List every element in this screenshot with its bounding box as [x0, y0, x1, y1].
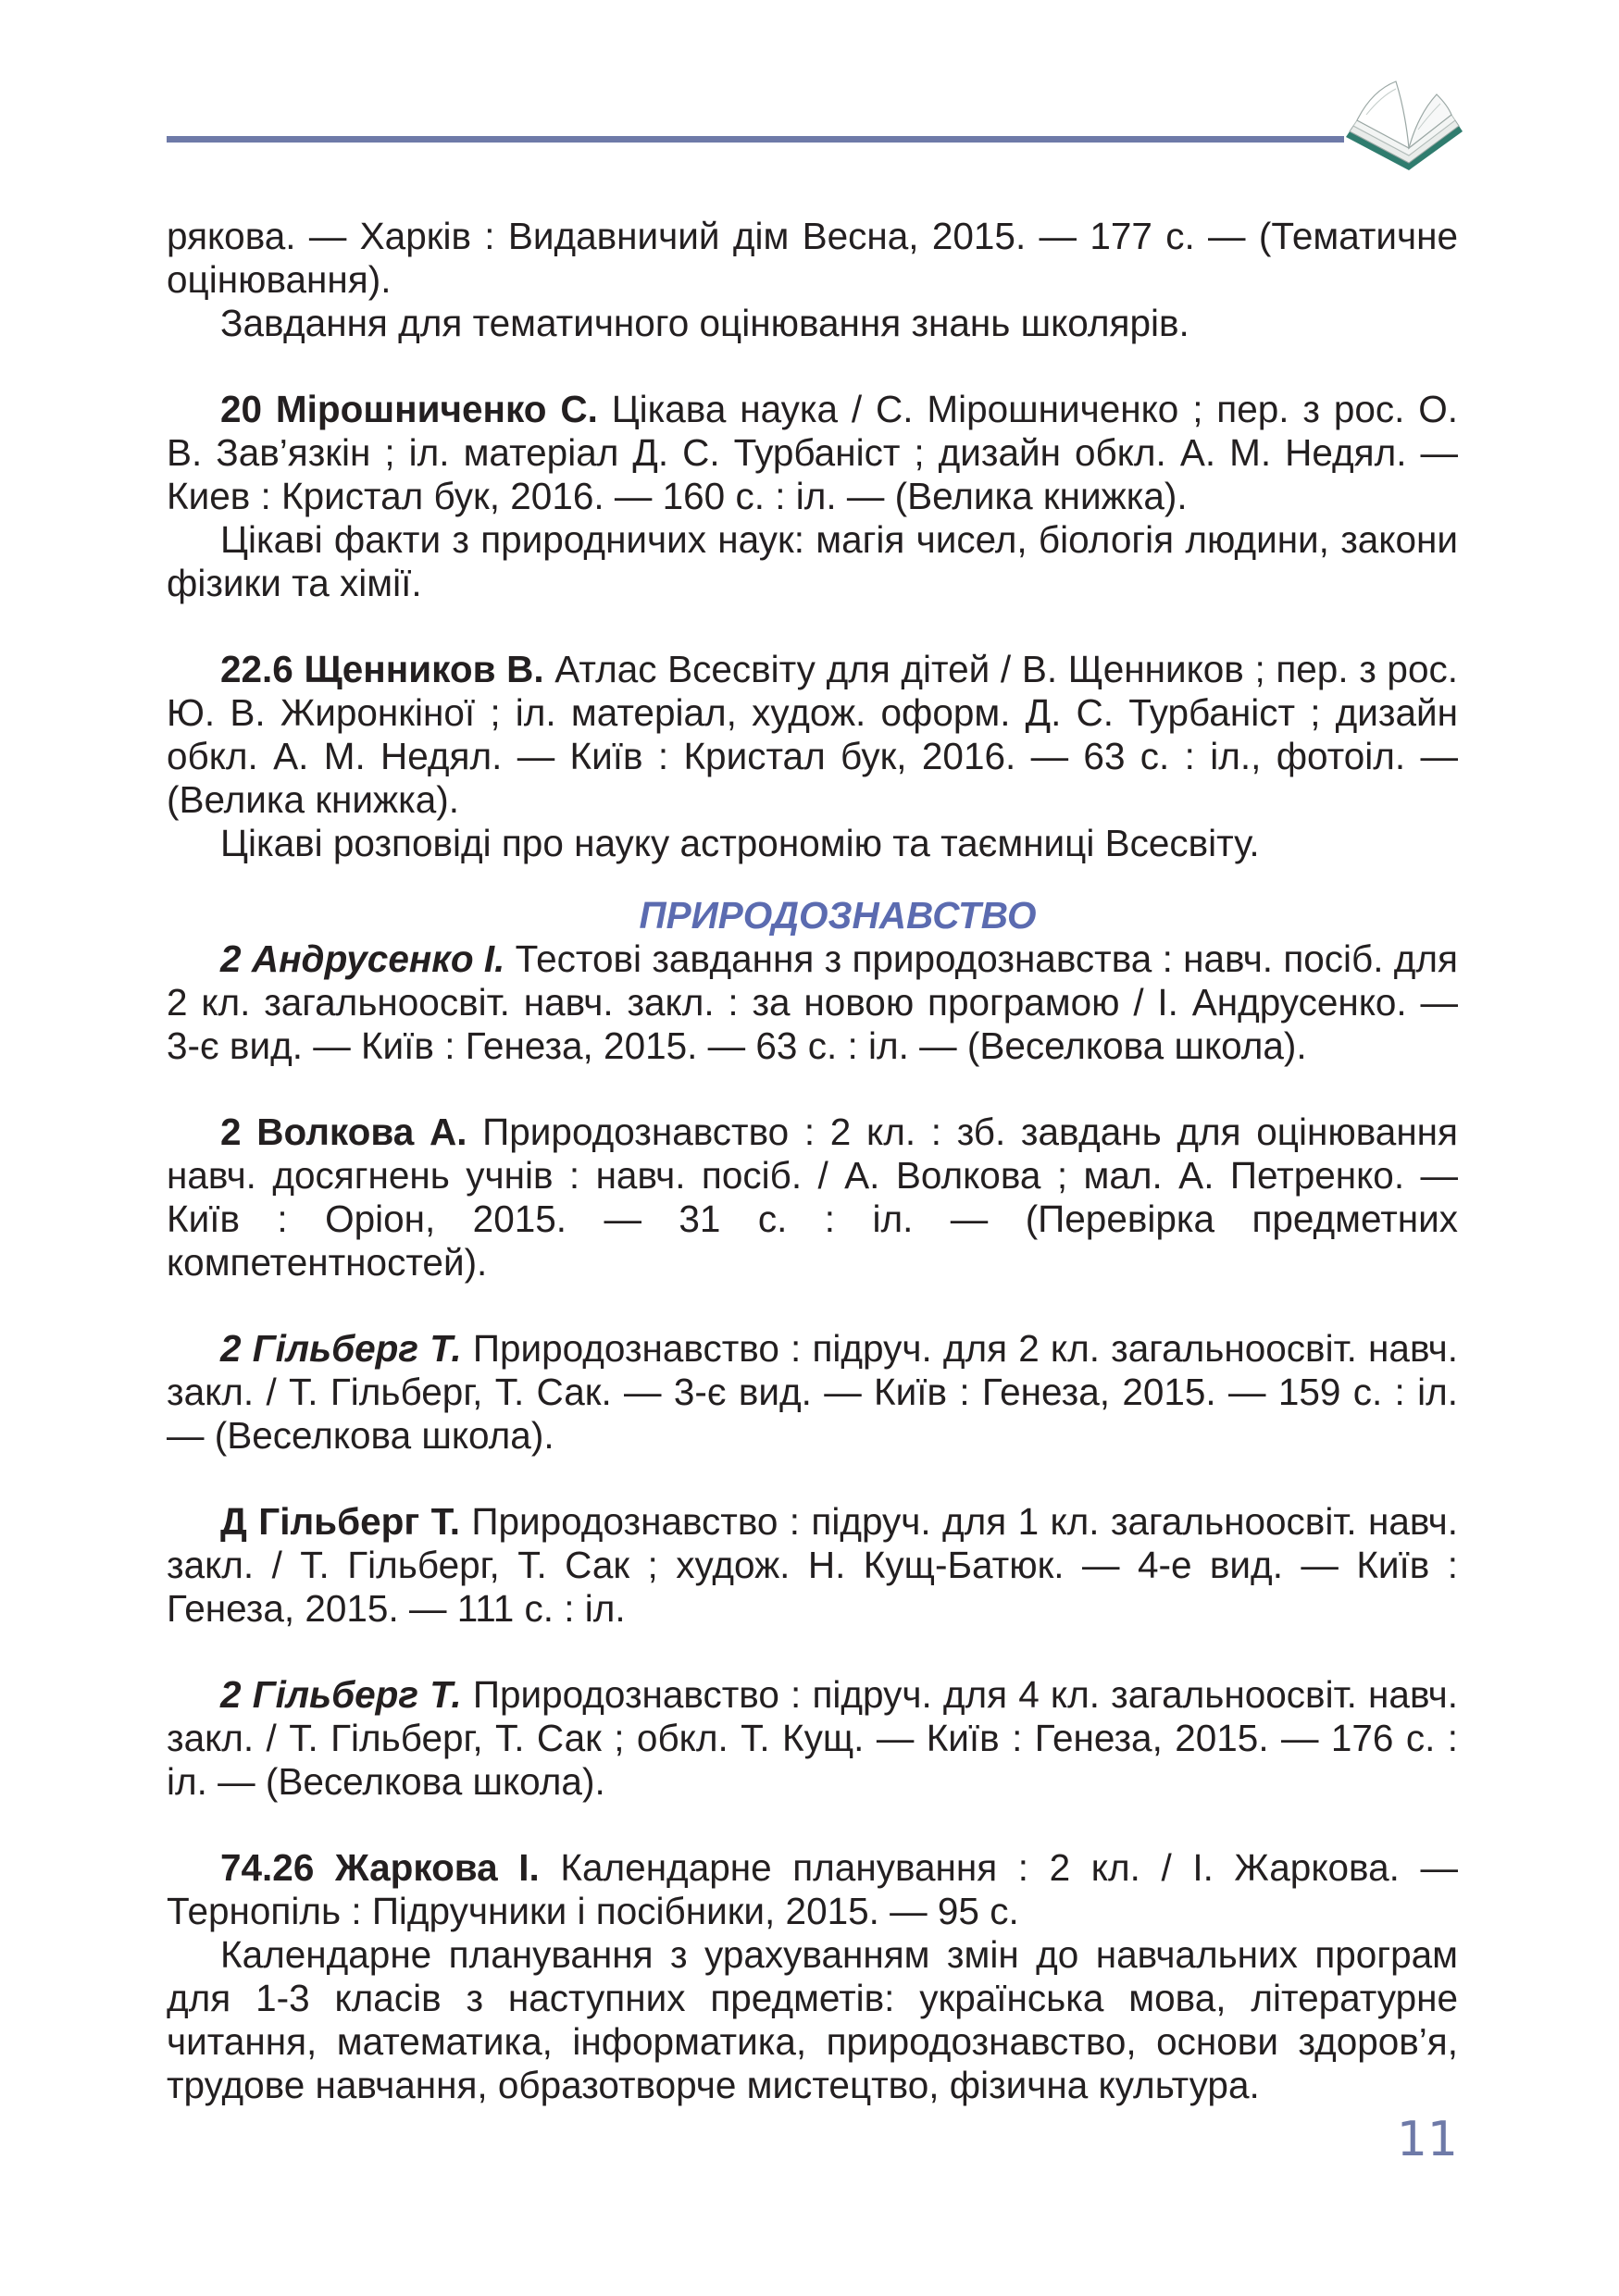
class-code: Д [220, 1500, 247, 1543]
entry-author: Андрусенко І. [251, 937, 505, 980]
class-code: 20 [220, 388, 263, 430]
bib-entry [167, 1500, 1458, 1631]
class-code: 22.6 [220, 648, 293, 690]
bib-description: Календарне планування : 2 кл. / І. Жаркова. — Тернопіль : Підручники і посібники, 2015. — 95 с. [167, 1846, 1458, 1932]
bib-description: рякова. — Харків : Видавничий дім Весна, 2015. — 177 с. — (Тематичне оцінювання). [167, 215, 1458, 301]
bib-description: Тестові завдання з природознавства : навч. посіб. для 2 кл. загальноосвіт. навч. закл. : за новою програмою / І. Андрусенко. — 3-є вид. — Київ : Генеза, 2015. — 63 с. : іл. — (Веселкова школа). [167, 937, 1458, 1067]
bib-description: Природознавство : підруч. для 1 кл. загальноосвіт. навч. закл. / Т. Гільберг, Т. Сак ; худож. Н. Кущ-Батюк. — 4-е вид. — Київ : Генеза, 2015. — 111 с. : іл. [167, 1500, 1458, 1630]
class-code: 2 [220, 1673, 242, 1716]
class-code: 2 [220, 1327, 242, 1370]
section-heading: ПРИРОДОЗНАВСТВО [639, 894, 1037, 937]
bib-entry [167, 937, 1458, 1068]
class-code: 74.26 [220, 1846, 315, 1889]
entry-author: Гільберг Т. [258, 1500, 461, 1543]
class-code: 2 [220, 1111, 242, 1153]
page-number: 11 [1396, 2112, 1458, 2167]
entry-author: Волкова А. [256, 1111, 467, 1153]
bib-description: Атлас Всесвіту для дітей / В. Щенников ; пер. з рос. Ю. В. Жиронкіної ; іл. матеріал, худож. оформ. Д. С. Турбаніст ; дизайн обкл. А. М. Недял. — Київ : Кристал бук, 2016. — 63 с. : іл., фотоіл. — (Велика книжка). [167, 648, 1458, 821]
bib-entry [167, 1327, 1458, 1458]
entry-author: Гільберг Т. [252, 1673, 462, 1716]
bib-description: Природознавство : підруч. для 4 кл. загальноосвіт. навч. закл. / Т. Гільберг, Т. Сак ; обкл. Т. Кущ. — Київ : Генеза, 2015. — 176 с. : іл. — (Веселкова школа). [167, 1673, 1458, 1803]
page-content [167, 215, 1458, 2150]
bib-description: Природознавство : 2 кл. : зб. завдань для оцінювання навч. досягнень учнів : навч. посіб. / А. Волкова ; мал. А. Петренко. — Київ : Оріон, 2015. — 31 с. : іл. — (Перевірка предметних компетентностей). [167, 1111, 1458, 1284]
open-book-icon [1344, 74, 1464, 176]
entry-author: Гільберг Т. [252, 1327, 462, 1370]
class-code: 2 [220, 937, 242, 980]
bib-entry [167, 1673, 1458, 1804]
entry-author: Мірошниченко С. [275, 388, 598, 430]
bib-description: Цікава наука / С. Мірошниченко ; пер. з рос. О. В. Зав’язкін ; іл. матеріал Д. С. Турбаніст ; дизайн обкл. А. М. Недял. — Киев : Кристал бук, 2016. — 160 с. : іл. — (Велика книжка). [167, 388, 1458, 517]
bib-entry [167, 1111, 1458, 1285]
bib-entry [167, 648, 1458, 865]
bib-annotation: Цікаві факти з природничих наук: магія чисел, біологія людини, закони фізики та хімії. [167, 518, 1458, 604]
header-rule [167, 136, 1344, 143]
bib-entry [167, 1846, 1458, 2107]
bib-annotation: Календарне планування з урахуванням змін до навчальних програм для 1-3 класів з наступних предметів: українська мова, літературне читання, математика, інформатика, природознавство, основи здоров’я, трудове навчання, образотворче мистецтво, фізична культура. [167, 1933, 1458, 2106]
entry-author: Жаркова І. [334, 1846, 540, 1889]
bib-annotation: Завдання для тематичного оцінювання знань школярів. [220, 302, 1189, 344]
bib-annotation: Цікаві розповіді про науку астрономію та таємниці Всесвіту. [220, 822, 1260, 864]
bib-entry [167, 388, 1458, 605]
bib-entry-continuation [167, 215, 1458, 345]
entry-author: Щенников В. [304, 648, 544, 690]
bib-description: Природознавство : підруч. для 2 кл. загальноосвіт. навч. закл. / Т. Гільберг, Т. Сак. — 3-є вид. — Київ : Генеза, 2015. — 159 с. : іл. — (Веселкова школа). [167, 1327, 1458, 1457]
